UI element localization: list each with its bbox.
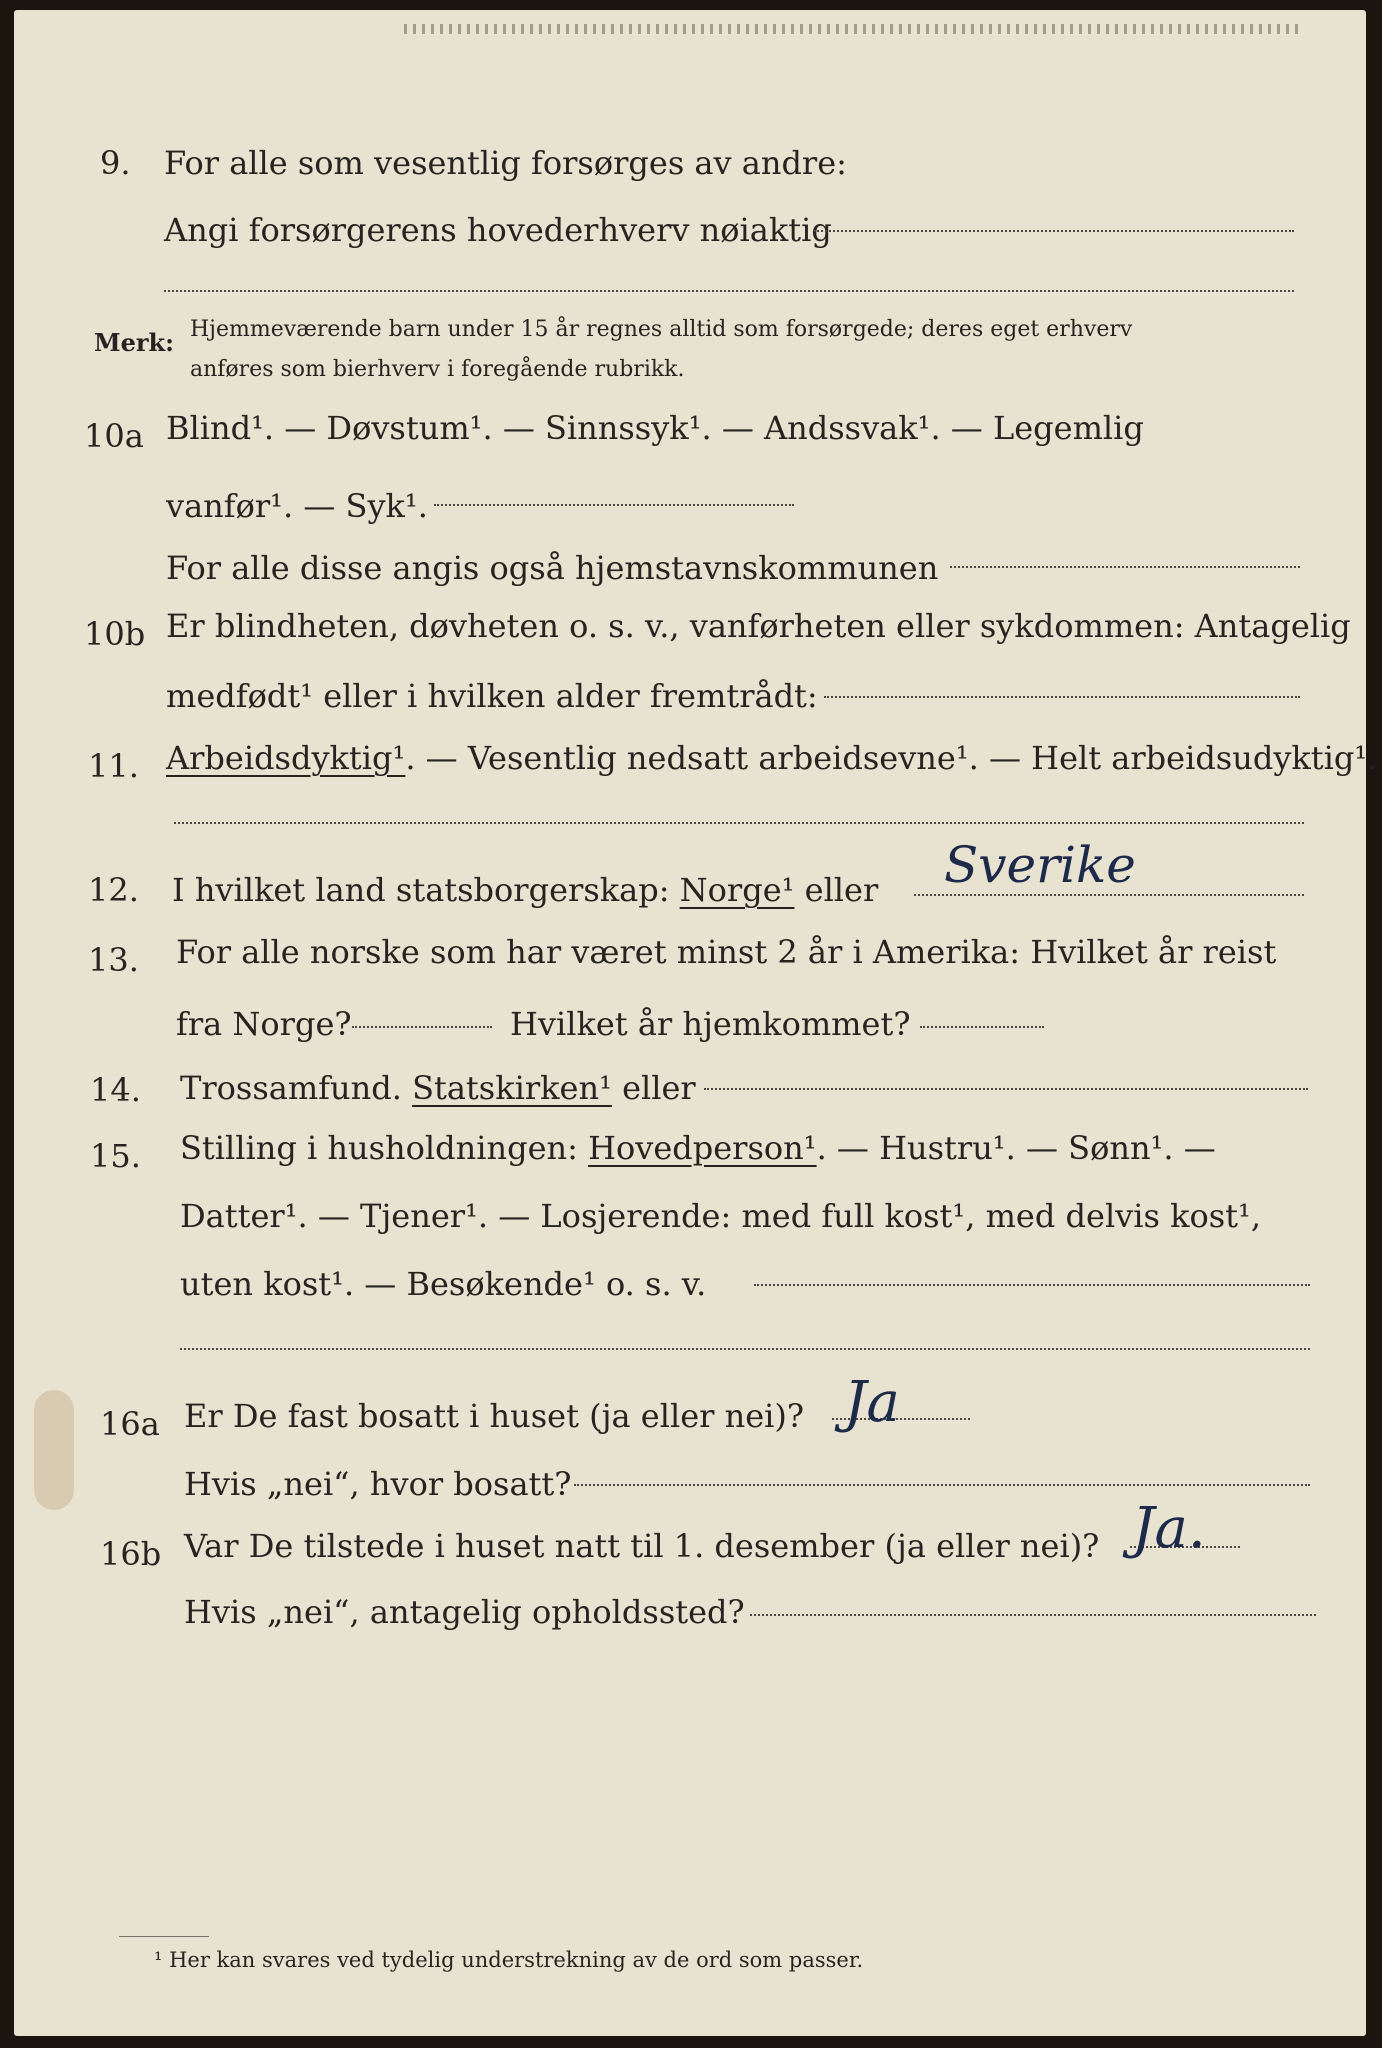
q16a-bosatt-line[interactable] — [574, 1484, 1310, 1486]
q16a-line1: Er De fast bosatt i huset (ja eller nei)? — [184, 1397, 805, 1435]
q10b-answer-line[interactable] — [824, 696, 1300, 698]
torn-top-edge — [404, 24, 1304, 34]
q9-line2: Angi forsørgerens hovederhverv nøiaktig — [164, 211, 832, 249]
q15-option-hovedperson[interactable]: Hovedperson¹ — [588, 1129, 817, 1167]
q13-line1: For alle norske som har været minst 2 år i Amerika: Hvilket år reist — [176, 933, 1277, 971]
q16b-opholdssted-line[interactable] — [750, 1614, 1316, 1616]
q10b-number: 10b — [84, 615, 146, 653]
q9-answer-line[interactable] — [814, 230, 1294, 232]
q10a-line2: vanfør¹. — Syk¹. — [166, 487, 428, 525]
q14-eller: eller — [622, 1069, 696, 1107]
q10a-answer-line[interactable] — [434, 504, 794, 506]
q14-answer-line[interactable] — [704, 1088, 1308, 1090]
q15-rest: . — Hustru¹. — Sønn¹. — — [816, 1129, 1216, 1167]
q13-reist-line[interactable] — [352, 1026, 492, 1028]
q15-number: 15. — [90, 1137, 141, 1175]
q10a-line1: Blind¹. — Døvstum¹. — Sinnssyk¹. — Andssvak¹. — Legemlig — [166, 409, 1144, 447]
q10b-line1: Er blindheten, døvheten o. s. v., vanførheten eller sykdommen: Antagelig — [166, 607, 1351, 645]
q16a-handwritten-answer: Ja — [844, 1370, 900, 1435]
q11-option-arbeidsdyktig[interactable]: Arbeidsdyktig¹ — [166, 739, 406, 777]
q12-answer-line[interactable] — [914, 894, 1304, 896]
merk-line1: Hjemmeværende barn under 15 år regnes alltid som forsørgede; deres eget erhverv — [190, 317, 1133, 342]
merk-label: Merk: — [94, 328, 174, 357]
q11-answer-line[interactable] — [174, 822, 1304, 824]
q15-answer-line[interactable] — [754, 1284, 1310, 1286]
q12-prefix: I hvilket land statsborgerskap: — [172, 871, 670, 909]
q16b-line2: Hvis „nei“, antagelig opholdssted? — [184, 1593, 745, 1631]
q13-hjemkommet-line[interactable] — [920, 1026, 1044, 1028]
q16b-handwritten-answer: Ja. — [1132, 1496, 1206, 1561]
q10a-number: 10a — [84, 417, 144, 455]
q16b-number: 16b — [100, 1535, 162, 1573]
q13-number: 13. — [88, 941, 139, 979]
q16a-number: 16a — [100, 1405, 160, 1443]
q11-number: 11. — [88, 747, 139, 785]
q11-rest: . — Vesentlig nedsatt arbeidsevne¹. — Helt arbeidsudyktig¹. — [405, 739, 1378, 777]
footnote-rule — [119, 1936, 209, 1937]
q13-line2a: fra Norge? — [176, 1005, 352, 1043]
q15-line1 — [180, 1128, 1216, 1168]
q14-option-statskirken[interactable]: Statskirken¹ — [412, 1069, 612, 1107]
footnote: ¹ Her kan svares ved tydelig understrekning av de ord som passer. — [154, 1948, 864, 1972]
merk-line2: anføres som bierhverv i foregående rubrikk. — [190, 357, 685, 382]
q13-line2b: Hvilket år hjemkommet? — [510, 1005, 911, 1043]
q12-eller: eller — [804, 871, 879, 909]
q16b-line1: Var De tilstede i huset natt til 1. desember (ja eller nei)? — [184, 1527, 1100, 1565]
q15-line2: Datter¹. — Tjener¹. — Losjerende: med full kost¹, med delvis kost¹, — [180, 1197, 1262, 1235]
q12-handwritten-answer: Sverike — [944, 836, 1136, 894]
q14-line — [180, 1068, 696, 1108]
q10a-hjemstavn-line[interactable] — [950, 566, 1300, 568]
q15-line3: uten kost¹. — Besøkende¹ o. s. v. — [180, 1265, 707, 1303]
q12-number: 12. — [88, 871, 139, 909]
q14-prefix: Trossamfund. — [180, 1069, 402, 1107]
q14-number: 14. — [90, 1071, 141, 1109]
q15-prefix: Stilling i husholdningen: — [180, 1129, 578, 1167]
q12-option-norge[interactable]: Norge¹ — [679, 871, 795, 909]
q11-line — [166, 738, 1377, 778]
census-form-page — [14, 10, 1378, 2036]
q16a-line2: Hvis „nei“, hvor bosatt? — [184, 1465, 572, 1503]
q9-number: 9. — [100, 144, 131, 182]
q9-line1: For alle som vesentlig forsørges av andre: — [164, 144, 847, 182]
q9-answer-line2[interactable] — [164, 290, 1294, 292]
q15-answer-line2[interactable] — [180, 1348, 1310, 1350]
q10b-line2: medfødt¹ eller i hvilken alder fremtrådt: — [166, 677, 818, 715]
q10a-line3: For alle disse angis også hjemstavnskommunen — [166, 549, 939, 587]
q12-line — [172, 870, 878, 910]
